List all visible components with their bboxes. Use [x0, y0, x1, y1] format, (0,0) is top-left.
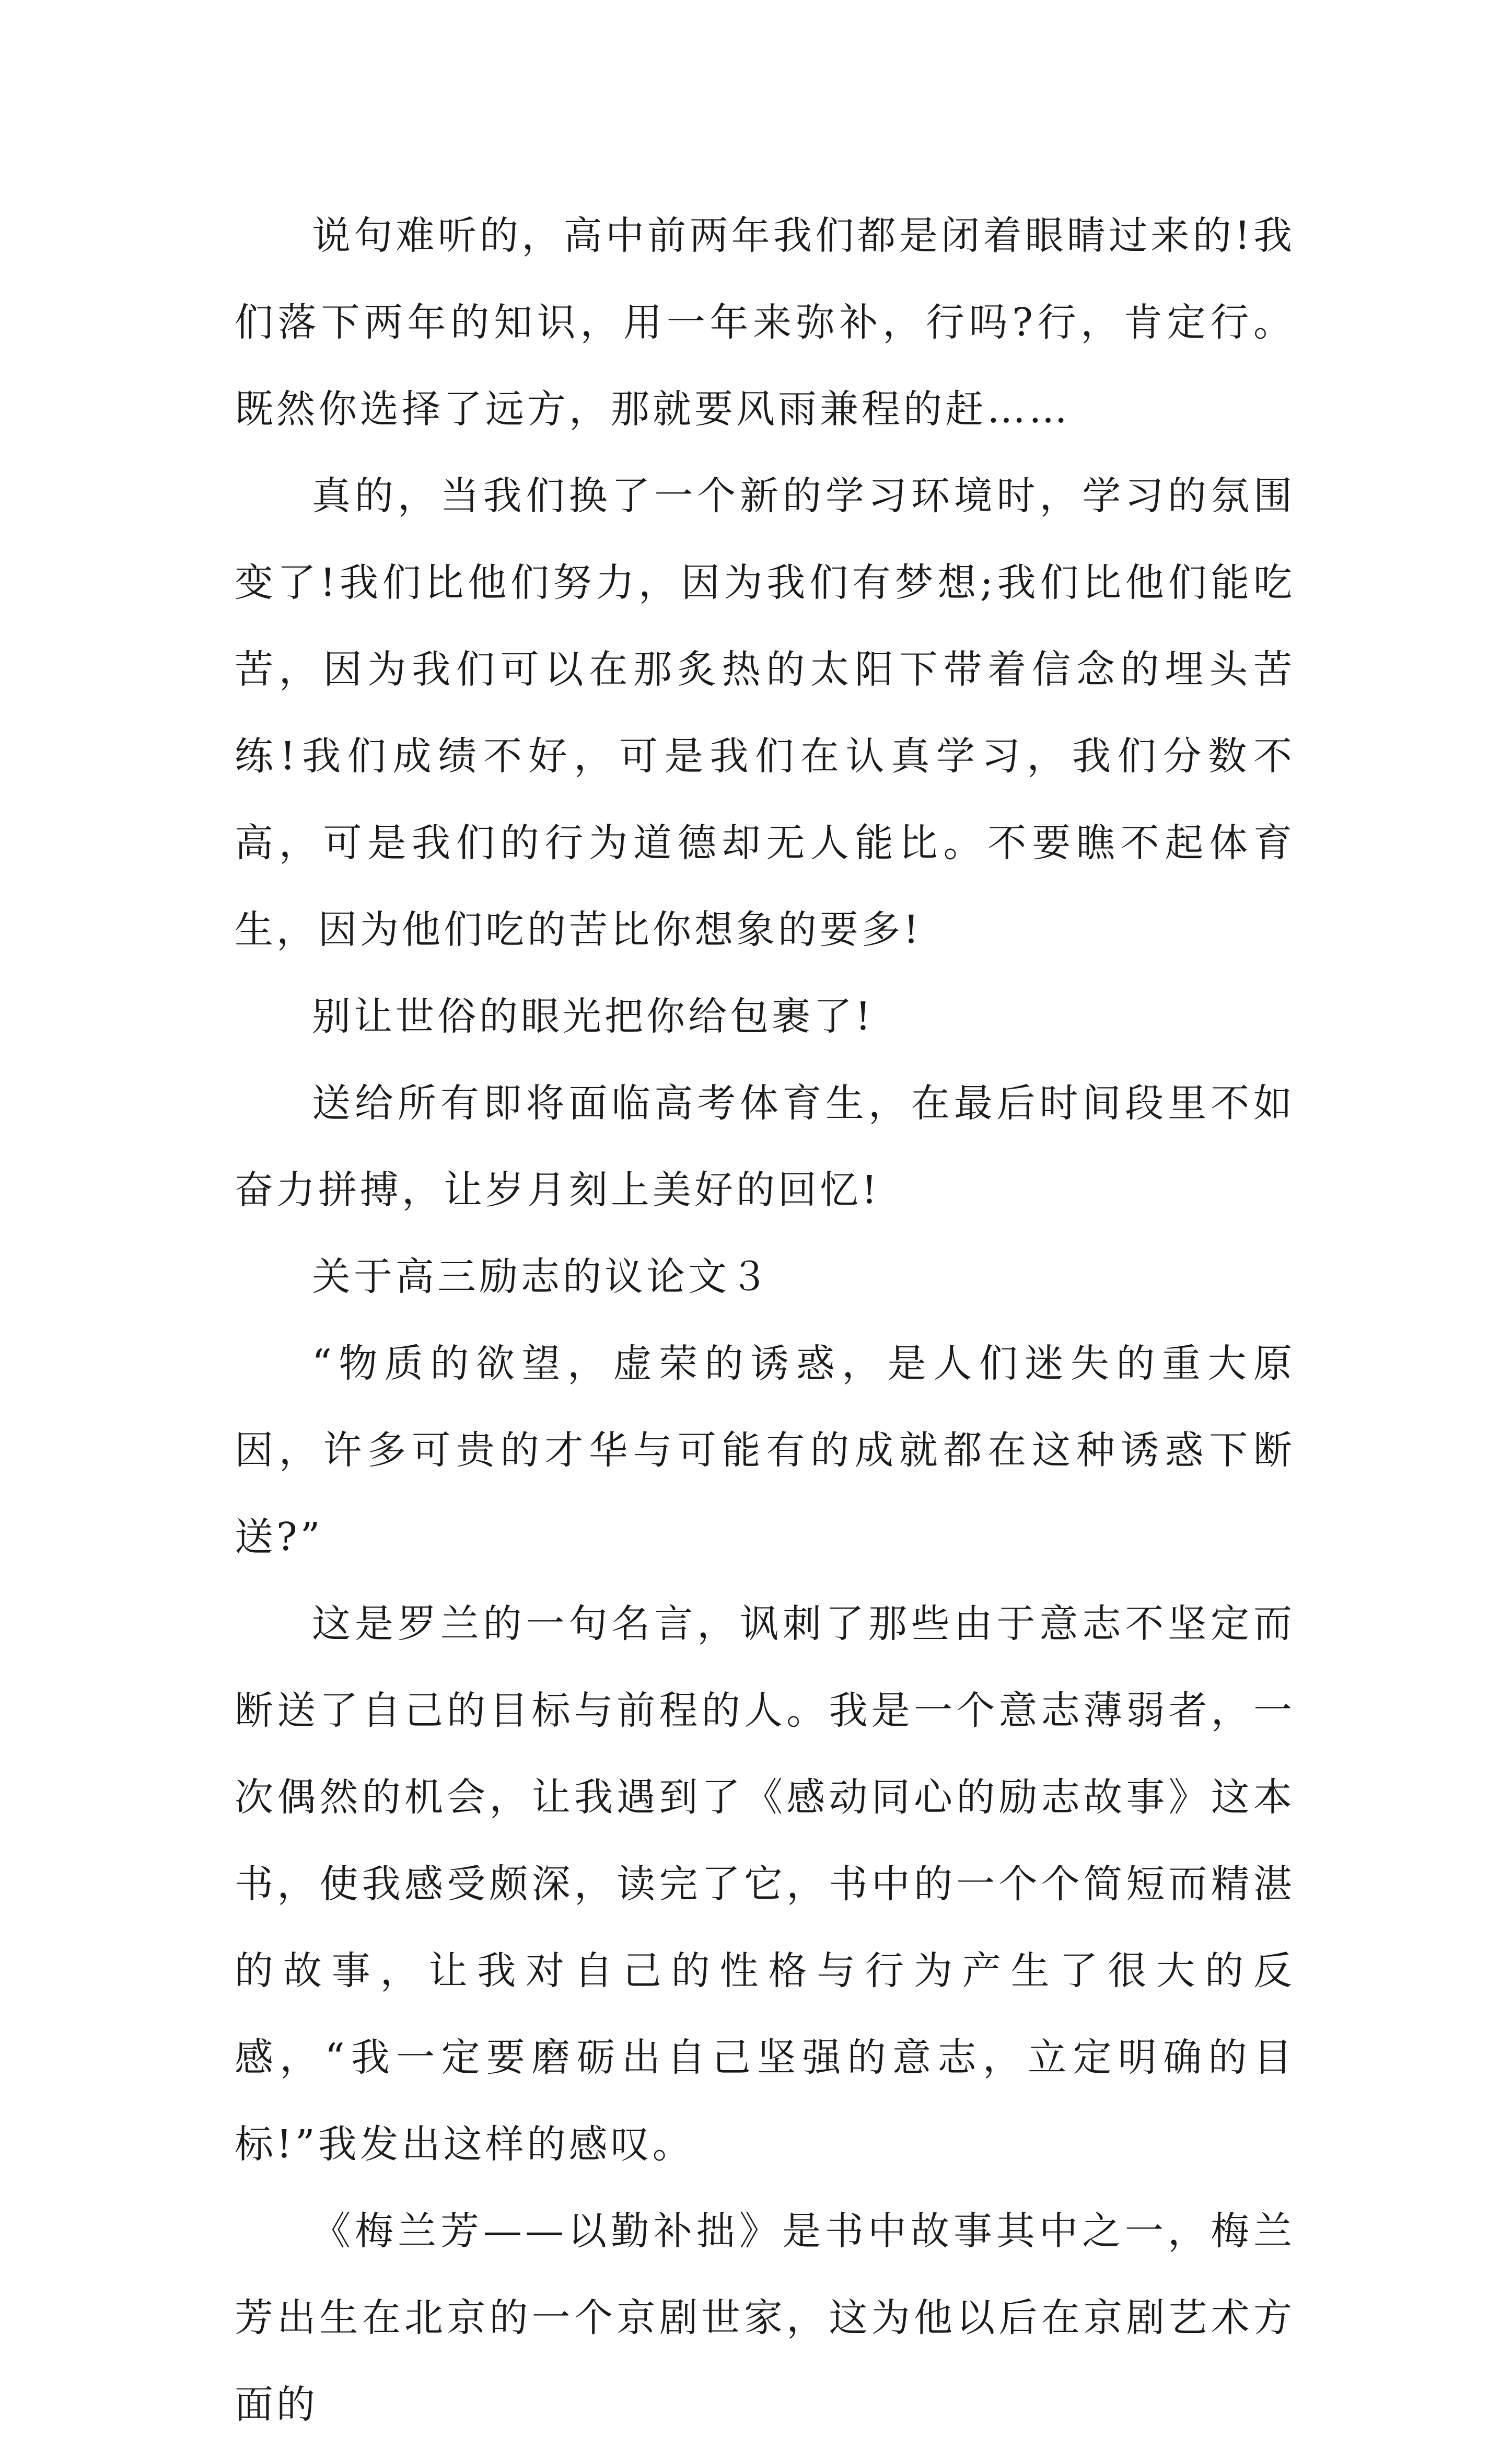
paragraph-5: “物质的欲望，虚荣的诱惑，是人们迷失的重大原因，许多可贵的才华与可能有的成就都在这种诱惑下断送?” — [235, 1341, 1295, 1560]
paragraph-4: 送给所有即将面临高考体育生，在最后时间段里不如奋力拼搏，让岁月刻上美好的回忆! — [235, 1081, 1295, 1213]
paragraph-1: 说句难听的，高中前两年我们都是闭着眼睛过来的!我们落下两年的知识，用一年来弥补，行吗?行，肯定行。既然你选择了远方，那就要风雨兼程的赶…… — [235, 213, 1295, 432]
paragraph-3: 别让世俗的眼光把你给包裹了! — [312, 994, 874, 1039]
paragraph-7: 《梅兰芳——以勤补拙》是书中故事其中之一，梅兰芳出生在北京的一个京剧世家，这为他以后在京剧艺术方面的 — [235, 2209, 1295, 2427]
paragraph-2: 真的，当我们换了一个新的学习环境时，学习的氛围变了!我们比他们努力，因为我们有梦想;我们比他们能吃苦，因为我们可以在那炙热的太阳下带着信念的埋头苦练!我们成绩不好，可是我们在认真学习，我们分数不高，可是我们的行为道德却无人能比。不要瞧不起体育生，因为他们吃的苦比你想象的要多! — [235, 474, 1295, 952]
document-body — [235, 192, 1295, 2448]
section-title: 关于高三励志的议论文３ — [312, 1254, 772, 1299]
paragraph-6: 这是罗兰的一句名言，讽刺了那些由于意志不坚定而断送了自己的目标与前程的人。我是一个意志薄弱者，一次偶然的机会，让我遇到了《感动同心的励志故事》这本书，使我感受颇深，读完了它，书中的一个个简短而精湛的故事，让我对自己的性格与行为产生了很大的反感，“我一定要磨砺出自己坚强的意志，立定明确的目标!”我发出这样的感叹。 — [235, 1601, 1295, 2167]
